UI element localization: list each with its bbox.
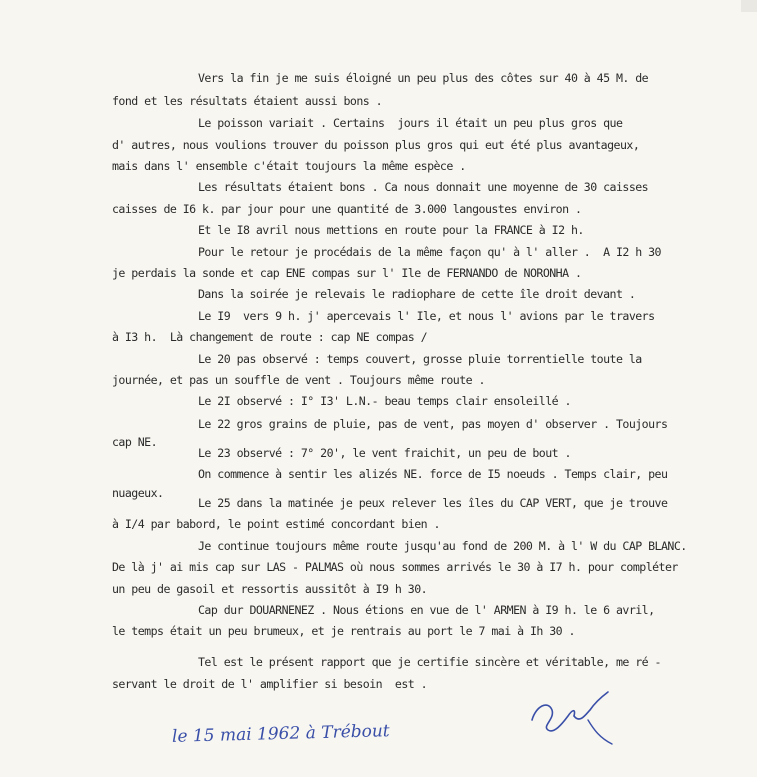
text-line: Le 23 observé : 7° 20', le vent fraichit, un peu de bout .	[198, 446, 571, 460]
text-line: Le I9 vers 9 h. j' apercevais l' Ile, et nous l' avions par le travers	[198, 309, 655, 323]
text-line: je perdais la sonde et cap ENE compas sur l' Ile de FERNANDO de NORONHA .	[112, 266, 582, 280]
text-line: à I/4 par babord, le point estimé concordant bien .	[112, 517, 440, 531]
text-line: fond et les résultats étaient aussi bons .	[112, 94, 383, 108]
text-line: Le 25 dans la matinée je peux relever les îles du CAP VERT, que je trouve	[198, 496, 668, 510]
text-line: mais dans l' ensemble c'était toujours la même espèce .	[112, 159, 466, 173]
text-line: d' autres, nous voulions trouver du poisson plus gros qui eut été plus avantageux,	[112, 138, 640, 152]
text-line: Et le I8 avril nous mettions en route pour la FRANCE à I2 h.	[198, 223, 584, 237]
handwritten-date: le 15 mai 1962 à Trébout	[171, 721, 390, 747]
text-line: Pour le retour je procédais de la même façon qu' à l' aller . A I2 h 30	[198, 245, 661, 259]
text-line: Je continue toujours même route jusqu'au fond de 200 M. à l' W du CAP BLANC.	[198, 539, 687, 553]
text-line: le temps était un peu brumeux, et je rentrais au port le 7 mai à Ih 30 .	[112, 624, 575, 638]
text-line: un peu de gasoil et ressortis aussitôt à I9 h 30.	[112, 582, 428, 596]
text-line: Le poisson variait . Certains jours il était un peu plus gros que	[198, 116, 623, 130]
text-line: Vers la fin je me suis éloigné un peu plus des côtes sur 40 à 45 M. de	[198, 71, 649, 85]
text-line: Le 20 pas observé : temps couvert, grosse pluie torrentielle toute la	[198, 352, 642, 366]
text-line: Les résultats étaient bons . Ca nous donnait une moyenne de 30 caisses	[198, 180, 649, 194]
text-line: Dans la soirée je relevais le radiophare de cette île droit devant .	[198, 287, 636, 301]
text-line: servant le droit de l' amplifier si besoin est .	[112, 677, 428, 691]
text-line: nuageux.	[112, 486, 164, 500]
text-line: Le 2I observé : I° I3' L.N.- beau temps clair ensoleillé .	[198, 394, 571, 408]
text-line: caisses de I6 k. par jour pour une quantité de 3.000 langoustes environ .	[112, 202, 582, 216]
text-line: cap NE.	[112, 435, 158, 449]
text-line: On commence à sentir les alizés NE. force de I5 noeuds . Temps clair, peu	[198, 467, 668, 481]
text-line: Tel est le présent rapport que je certifie sincère et véritable, me ré -	[198, 655, 661, 669]
text-line: De là j' ai mis cap sur LAS - PALMAS où nous sommes arrivés le 30 à I7 h. pour compléter	[112, 560, 678, 574]
text-line: à I3 h. Là changement de route : cap NE compas /	[112, 330, 428, 344]
text-line: Le 22 gros grains de pluie, pas de vent, pas moyen d' observer . Toujours	[198, 417, 668, 431]
page-corner	[741, 0, 757, 12]
signature	[528, 690, 624, 748]
text-line: journée, et pas un souffle de vent . Toujours même route .	[112, 373, 485, 387]
text-line: Cap dur DOUARNENEZ . Nous étions en vue de l' ARMEN à I9 h. le 6 avril,	[198, 603, 655, 617]
